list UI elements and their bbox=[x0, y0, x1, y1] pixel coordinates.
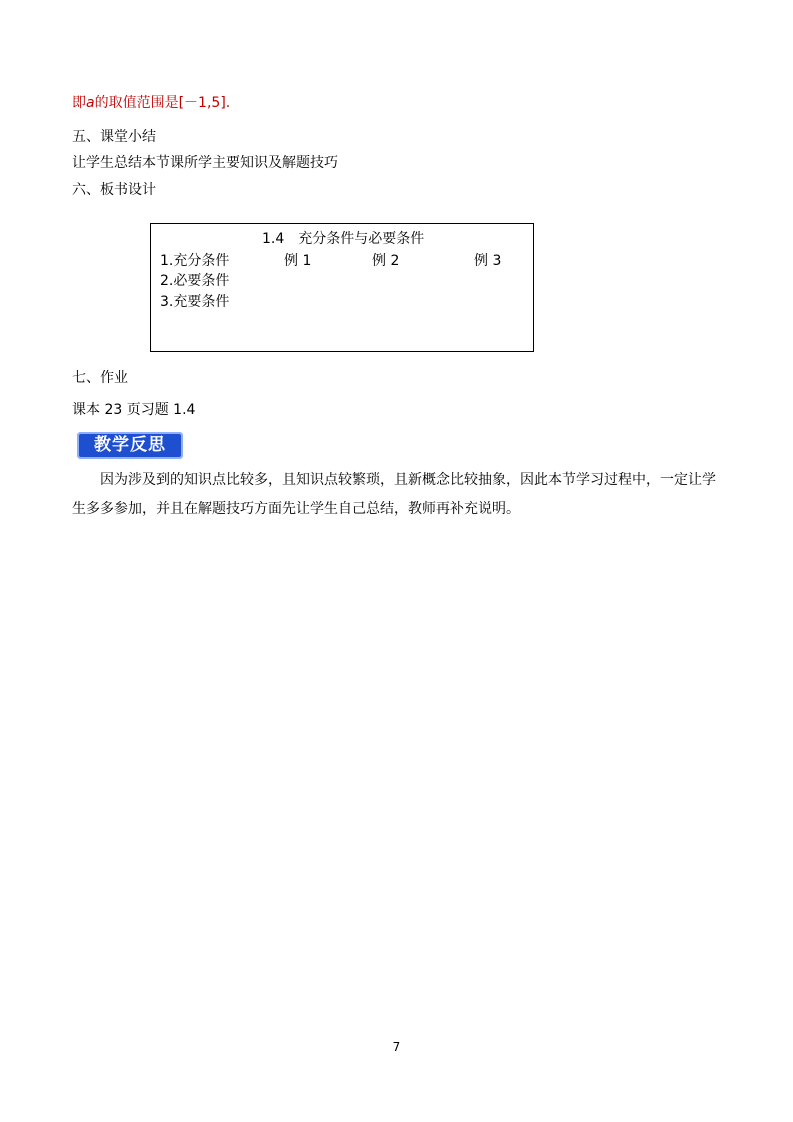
result-line bbox=[72, 93, 230, 113]
blackboard-design-box bbox=[150, 223, 534, 352]
result-prefix: 即 bbox=[72, 95, 86, 111]
board-item-1: 1.充分条件 bbox=[160, 253, 230, 269]
section5-body: 让学生总结本节课所学主要知识及解题技巧 bbox=[72, 155, 338, 171]
page-number: 7 bbox=[392, 1040, 401, 1054]
section7-body: 课本 23 页习题 1.4 bbox=[72, 402, 196, 418]
reflection-badge: 教学反思 bbox=[77, 432, 183, 459]
board-item-2: 2.必要条件 bbox=[160, 273, 230, 289]
result-suffix: 的取值范围是[－1,5]. bbox=[94, 95, 231, 111]
section5-heading: 五、课堂小结 bbox=[72, 129, 156, 145]
reflection-paragraph: 因为涉及到的知识点比较多，且知识点较繁琐，且新概念比较抽象，因此本节学习过程中，一定让学生多多参加，并且在解题技巧方面先让学生自己总结，教师再补充说明。 bbox=[72, 472, 716, 517]
section7-heading: 七、作业 bbox=[72, 370, 128, 386]
board-item-3: 3.充要条件 bbox=[160, 294, 230, 310]
section6-heading: 六、板书设计 bbox=[72, 182, 156, 198]
result-variable: a bbox=[86, 95, 95, 111]
board-example-3: 例 3 bbox=[474, 253, 502, 269]
board-example-2: 例 2 bbox=[372, 253, 400, 269]
board-title: 1.4 充分条件与必要条件 bbox=[262, 231, 425, 247]
board-example-1: 例 1 bbox=[284, 253, 312, 269]
